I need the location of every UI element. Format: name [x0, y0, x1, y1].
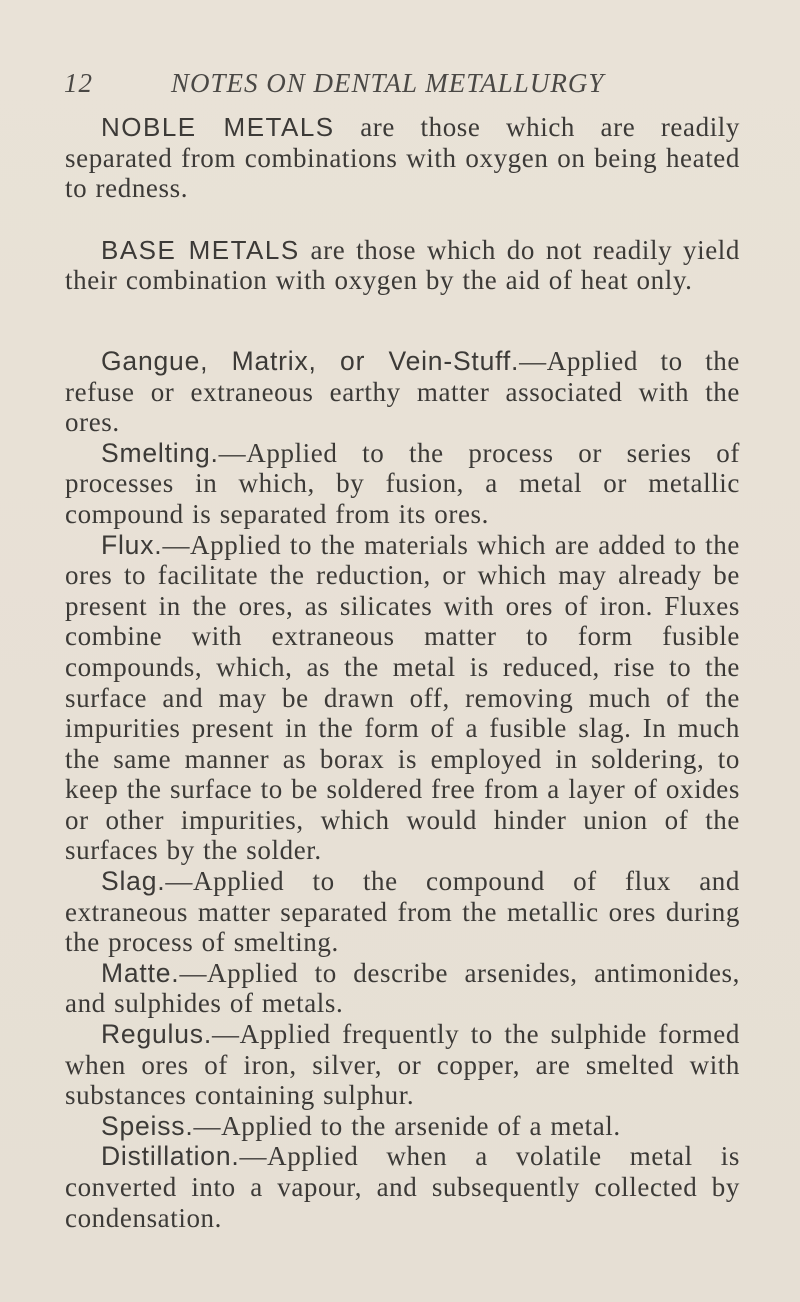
term-smelting: Smelting. [101, 437, 219, 468]
definition-base-metals [65, 235, 740, 296]
definition-gangue [65, 346, 740, 438]
definition-text: —Applied to describe arsenides, antimonides, and sulphides of metals. [65, 957, 740, 1019]
definition-text: are those which do not readily yield their combination with oxygen by the aid of heat only. [65, 234, 740, 296]
term-flux: Flux. [101, 529, 163, 560]
definition-text: —Applied when a volatile metal is converted into a vapour, and subsequently collected by condensation. [65, 1141, 740, 1233]
term-base-metals: BASE METALS [101, 234, 300, 265]
body-text [65, 112, 740, 1233]
term-distillation: Distillation. [101, 1141, 240, 1172]
term-slag: Slag. [101, 866, 166, 897]
definition-text: —Applied to the compound of flux and extraneous matter separated from the metallic ores during the process of smelting. [65, 866, 740, 958]
definition-noble-metals [65, 112, 740, 204]
definition-text: are those which are readily separated from combinations with oxygen on being heated to redness. [65, 112, 740, 204]
definition-distillation [65, 1141, 740, 1233]
definition-text: —Applied to the arsenide of a metal. [193, 1110, 621, 1141]
running-title: NOTES ON DENTAL METALLURGY [171, 68, 605, 98]
definition-text: —Applied to the refuse or extraneous earthy matter associated with the ores. [65, 345, 740, 438]
definition-text: —Applied frequently to the sulphide formed when ores of iron, silver, or copper, are smelted with substances containing sulphur. [65, 1019, 740, 1111]
page-header [64, 68, 744, 108]
term-speiss: Speiss. [101, 1110, 194, 1141]
definition-text: —Applied to the materials which are added to the ores to facilitate the reduction, or which may already be present in the ores, as silicates with ores of iron. Fluxes combine with extraneous matter to form fusible compounds, which, as the metal is reduced, rise to the surface and may be drawn off, removing much of the impurities present in the form of a fusible slag. In much the same manner as borax is employed in soldering, to keep the surface to be soldered free from a layer of oxides or other impurities, which would hinder union of the surfaces by the solder. [65, 529, 740, 866]
definition-speiss [65, 1111, 740, 1142]
definition-smelting [65, 438, 740, 530]
definition-matte [65, 958, 740, 1019]
term-gangue: Gangue, Matrix, or Vein-Stuff. [101, 345, 520, 376]
term-regulus: Regulus. [101, 1019, 212, 1050]
term-matte: Matte. [101, 957, 180, 988]
term-noble-metals: NOBLE METALS [101, 112, 335, 142]
definition-flux [65, 530, 740, 867]
definition-regulus [65, 1019, 740, 1111]
definition-text: —Applied to the process or series of processes in which, by fusion, a metal or metallic compound is separated from its ores. [65, 437, 740, 529]
page-number: 12 [64, 68, 93, 98]
definition-slag [65, 866, 740, 958]
